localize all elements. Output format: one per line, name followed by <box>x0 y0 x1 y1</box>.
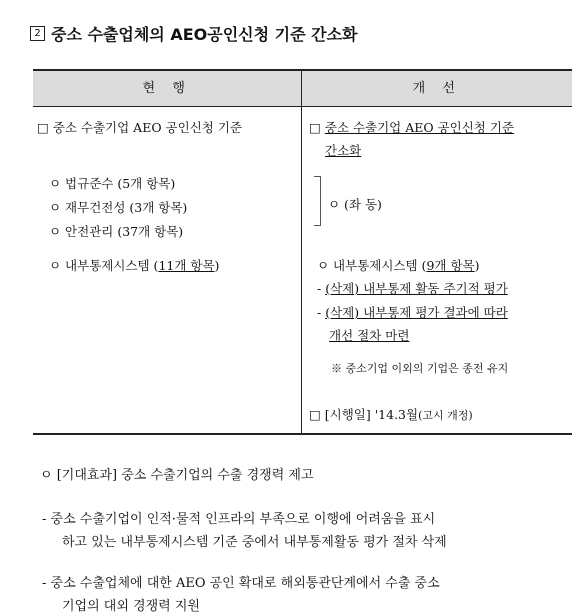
left-main-item: □ 중소 수출기업 AEO 공인신청 기준 <box>37 120 242 135</box>
same-bracket <box>314 176 321 226</box>
effects-bullet-1: - 중소 수출기업이 인적·물적 인프라의 부족으로 이행에 어려움을 표시 <box>42 512 436 527</box>
left-item-internal-control: ㅇ 내부통제시스템 (11개 항목) <box>49 258 220 273</box>
right-deleted-2-cont: 개선 절차 마련 <box>329 328 410 343</box>
right-item-internal-control: ㅇ 내부통제시스템 (9개 항목) <box>317 258 480 273</box>
section-title: 중소 수출업체의 AEO공인신청 기준 간소화 <box>51 25 358 44</box>
effects-bullet-2: - 중소 수출업체에 대한 AEO 공인 확대로 해외통관단계에서 수출 중소 <box>42 576 440 591</box>
section-number: 2 <box>30 26 45 41</box>
header-improved: 개 선 <box>412 81 462 96</box>
effects-bullet-1-cont: 하고 있는 내부통제시스템 기준 중에서 내부통제활동 평가 절차 삭제 <box>62 535 447 550</box>
right-note: ※ 중소기업 이외의 기업은 종전 유지 <box>331 362 509 375</box>
right-deleted-1: - (삭제) 내부통제 활동 주기적 평가 <box>317 281 508 296</box>
header-current: 현 행 <box>142 81 192 96</box>
right-effective-date: □ [시행일] '14.3월(고시 개정) <box>309 407 473 422</box>
column-divider <box>301 71 302 433</box>
right-main-item-cont: 간소화 <box>325 143 362 158</box>
left-item-safety: ㅇ 안전관리 (37개 항목) <box>49 224 184 239</box>
effects-bullet-2-cont: 기업의 대외 경쟁력 지원 <box>62 599 200 614</box>
table-header <box>33 71 572 107</box>
comparison-table <box>33 69 572 435</box>
right-same-as-left: ㅇ (좌 동) <box>328 197 382 212</box>
left-item-finance: ㅇ 재무건전성 (3개 항목) <box>49 200 188 215</box>
right-deleted-2: - (삭제) 내부통제 평가 결과에 따라 <box>317 305 508 320</box>
section-heading <box>30 22 358 45</box>
right-main-item: □ 중소 수출기업 AEO 공인신청 기준 <box>309 120 514 135</box>
left-item-compliance: ㅇ 법규준수 (5개 항목) <box>49 176 176 191</box>
effects-title: ㅇ [기대효과] 중소 수출기업의 수출 경쟁력 제고 <box>40 468 314 483</box>
